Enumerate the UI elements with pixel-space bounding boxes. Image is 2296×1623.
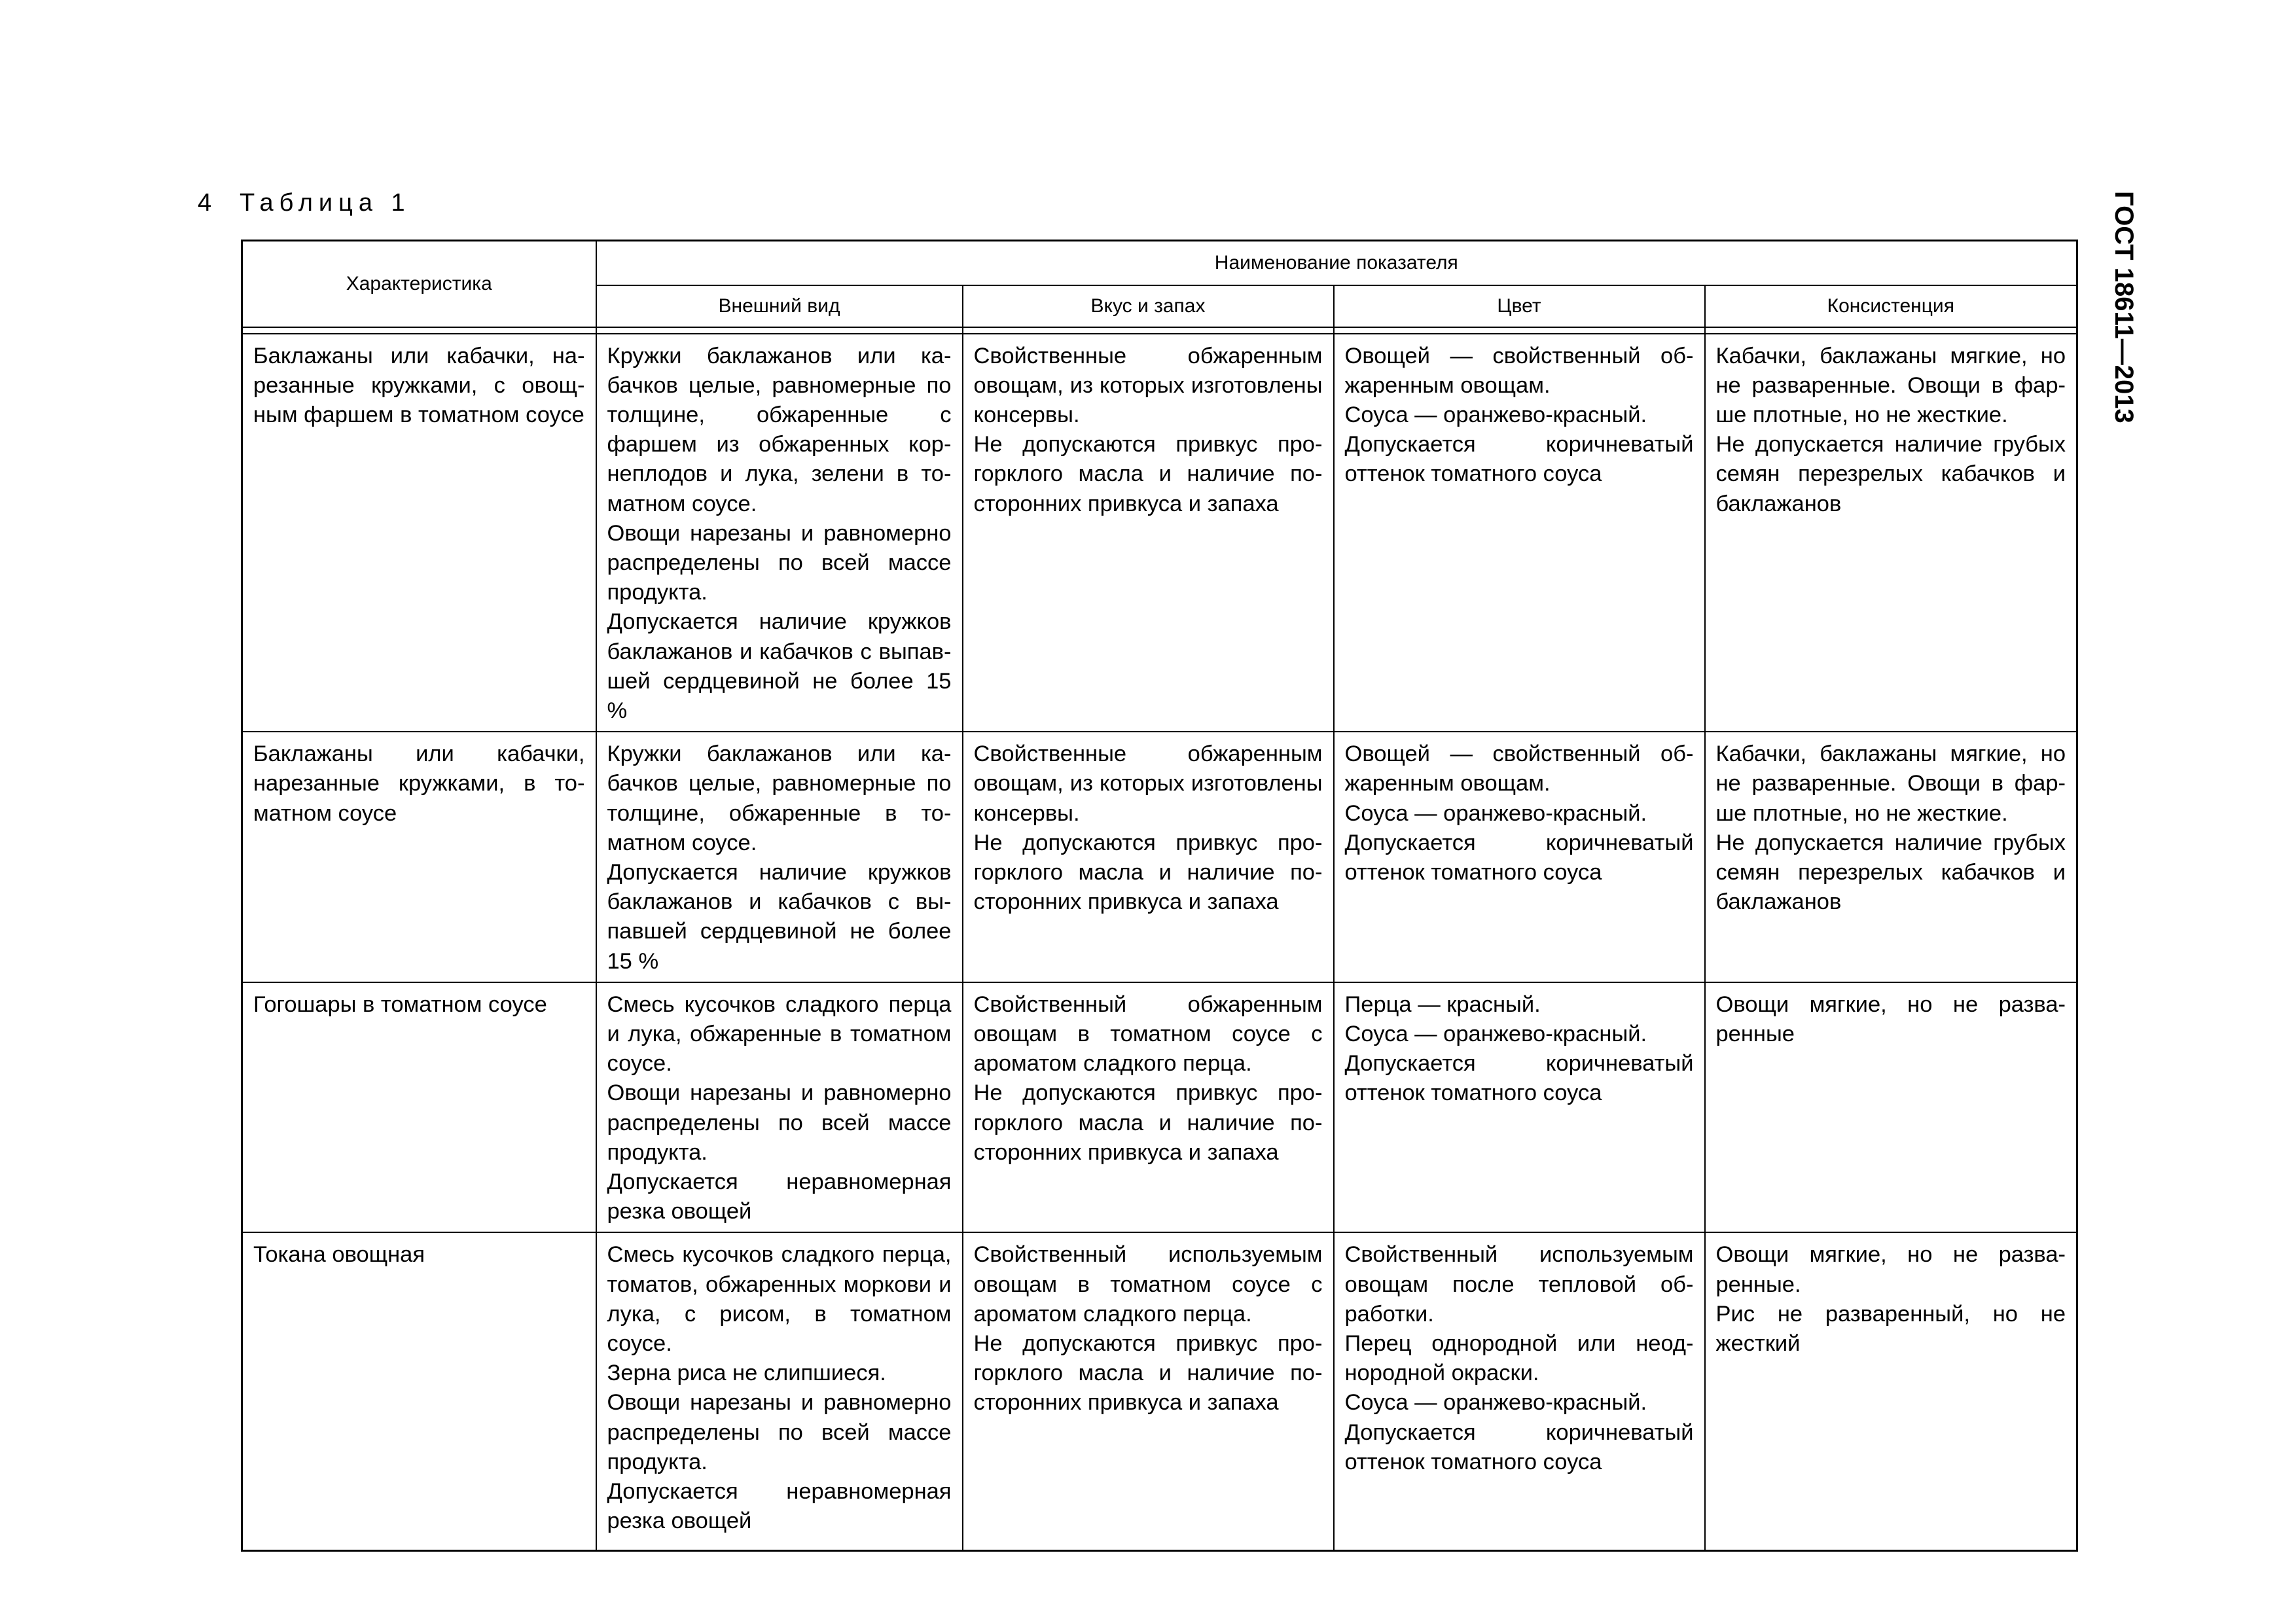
header-characteristic: Характеристика [242,241,596,327]
cell-paragraph: Допускается коричневатый оттенок томатного соуса [1344,830,1694,885]
header-consistency: Консистенция [1705,285,2077,327]
cell-appearance [596,982,963,1233]
cell-consistency [1705,732,2077,982]
header-color: Цвет [1334,285,1705,327]
cell-paragraph: Овощи нарезаны и равномерно распределены по всей массе продукта. [607,1080,952,1165]
cell-paragraph: Допускается неравномерная резка овощей [607,1479,952,1534]
header-separator [242,327,2077,334]
cell-paragraph: Смесь кусочков сладкого перца и лука, обжаренные в томатном соусе. [607,991,952,1077]
cell-paragraph: Свойственные обжаренным овощам, из которых изготовлены консервы. [973,741,1323,826]
cell-paragraph: Кружки баклажанов или кабачков целые, равномерные по толщине, обжаренные в томатном соусе. [607,741,952,855]
cell-paragraph: Не допускаются привкус прогорклого масла и наличие посторонних привкуса и запаха [973,1080,1323,1165]
cell-paragraph: Не допускается наличие грубых семян перезрелых кабачков и баклажанов [1715,830,2066,915]
cell-paragraph: Соуса — оранжево-красный. [1344,1021,1647,1046]
cell-characteristic [242,1232,596,1551]
table-row [242,334,2077,732]
cell-consistency [1705,1232,2077,1551]
cell-paragraph: Свойственный используемым овощам в томатном соусе с ароматом сладкого перца. [973,1242,1323,1327]
table-row [242,732,2077,982]
cell-paragraph: Допускается коричневатый оттенок томатного соуса [1344,1051,1694,1106]
cell-paragraph: Зерна риса не слипшиеся. [607,1361,886,1386]
cell-consistency [1705,982,2077,1233]
cell-paragraph: Соуса — оранжево-красный. [1344,402,1647,427]
cell-paragraph: Овощи нарезаны и равномерно распределены по всей массе продукта. [607,1390,952,1474]
cell-paragraph: Допускается неравномерная резка овощей [607,1169,952,1224]
cell-paragraph: Перца — красный. [1344,991,1541,1017]
header-taste-smell: Вкус и запах [963,285,1334,327]
cell-paragraph: Баклажаны или кабачки, нарезанные кружками, с овощным фаршем в томатном соусе [253,343,585,427]
cell-paragraph: Соуса — оранжево-красный. [1344,1390,1647,1416]
cell-paragraph: Свойственный используемым овощам после тепловой обработки. [1344,1242,1694,1327]
cell-paragraph: Не допускается наличие грубых семян перезрелых кабачков и баклажанов [1715,432,2066,516]
cell-paragraph: Баклажаны или кабачки, нарезанные кружками, в томатном соусе [253,741,585,826]
cell-paragraph: Не допускаются привкус прогорклого масла и наличие посторонних привкуса и запаха [973,432,1323,516]
cell-paragraph: Допускается коричневатый оттенок томатного соуса [1344,1419,1694,1474]
cell-paragraph: Кружки баклажанов или кабачков целые, равномерные по толщине, обжаренные с фаршем из обжаренных корнеплодов и лука, зелени в томатном соусе. [607,343,952,516]
table-row [242,982,2077,1233]
cell-characteristic [242,334,596,732]
cell-taste-smell [963,334,1334,732]
cell-paragraph: Овощей — свойственный обжаренным овощам. [1344,343,1694,398]
cell-paragraph: Овощи нарезаны и равномерно распределены по всей массе продукта. [607,520,952,605]
cell-paragraph: Рис не разваренный, но не жесткий [1715,1301,2066,1356]
cell-paragraph: Овощи мягкие, но не разваренные. [1715,1242,2066,1297]
cell-appearance [596,1232,963,1551]
cell-paragraph: Не допускаются привкус прогорклого масла и наличие посторонних привкуса и запаха [973,830,1323,915]
cell-color [1334,334,1705,732]
cell-color [1334,732,1705,982]
cell-paragraph: Допускается коричневатый оттенок томатного соуса [1344,432,1694,487]
cell-taste-smell [963,1232,1334,1551]
document-code-text: ГОСТ 18611—2013 [2109,191,2138,423]
header-indicator-name: Наименование показателя [596,241,2077,285]
cell-characteristic [242,732,596,982]
cell-consistency [1705,334,2077,732]
cell-characteristic [242,982,596,1233]
cell-appearance [596,334,963,732]
cell-color [1334,1232,1705,1551]
cell-paragraph: Свойственный обжаренным овощам в томатном соусе с ароматом сладкого перца. [973,991,1323,1077]
cell-paragraph: Допускается наличие кружков баклажанов и кабачков с выпавшей сердцевиной не более 15 % [607,859,952,974]
cell-appearance [596,732,963,982]
cell-paragraph: Гогошары в томатном соусе [253,991,547,1017]
cell-paragraph: Не допускаются привкус прогорклого масла и наличие посторонних привкуса и запаха [973,1331,1323,1416]
cell-paragraph: Смесь кусочков сладкого перца, томатов, обжаренных моркови и лука, с рисом, в томатном соусе. [607,1242,952,1356]
table-caption: Таблица 1 [240,189,411,217]
cell-paragraph: Перец однородной или неоднородной окраски. [1344,1331,1694,1386]
cell-paragraph: Соуса — оранжево-красный. [1344,800,1647,826]
quality-indicators-table [241,240,2078,1552]
document-code [2106,191,2145,440]
cell-paragraph: Кабачки, баклажаны мягкие, но не разваренные. Овощи в фарше плотные, но не жесткие. [1715,741,2066,826]
cell-color [1334,982,1705,1233]
cell-paragraph: Токана овощная [253,1242,425,1268]
cell-taste-smell [963,732,1334,982]
cell-paragraph: Кабачки, баклажаны мягкие, но не разваренные. Овощи в фарше плотные, но не жесткие. [1715,343,2066,427]
header-appearance: Внешний вид [596,285,963,327]
table-row [242,1232,2077,1551]
cell-paragraph: Допускается наличие кружков баклажанов и кабачков с выпавшей сердцевиной не более 15 % [607,609,952,723]
page-number: 4 [198,189,212,217]
cell-paragraph: Овощей — свойственный обжаренным овощам. [1344,741,1694,796]
cell-paragraph: Овощи мягкие, но не разваренные [1715,991,2066,1046]
cell-taste-smell [963,982,1334,1233]
cell-paragraph: Свойственные обжаренным овощам, из которых изготовлены консервы. [973,343,1323,427]
